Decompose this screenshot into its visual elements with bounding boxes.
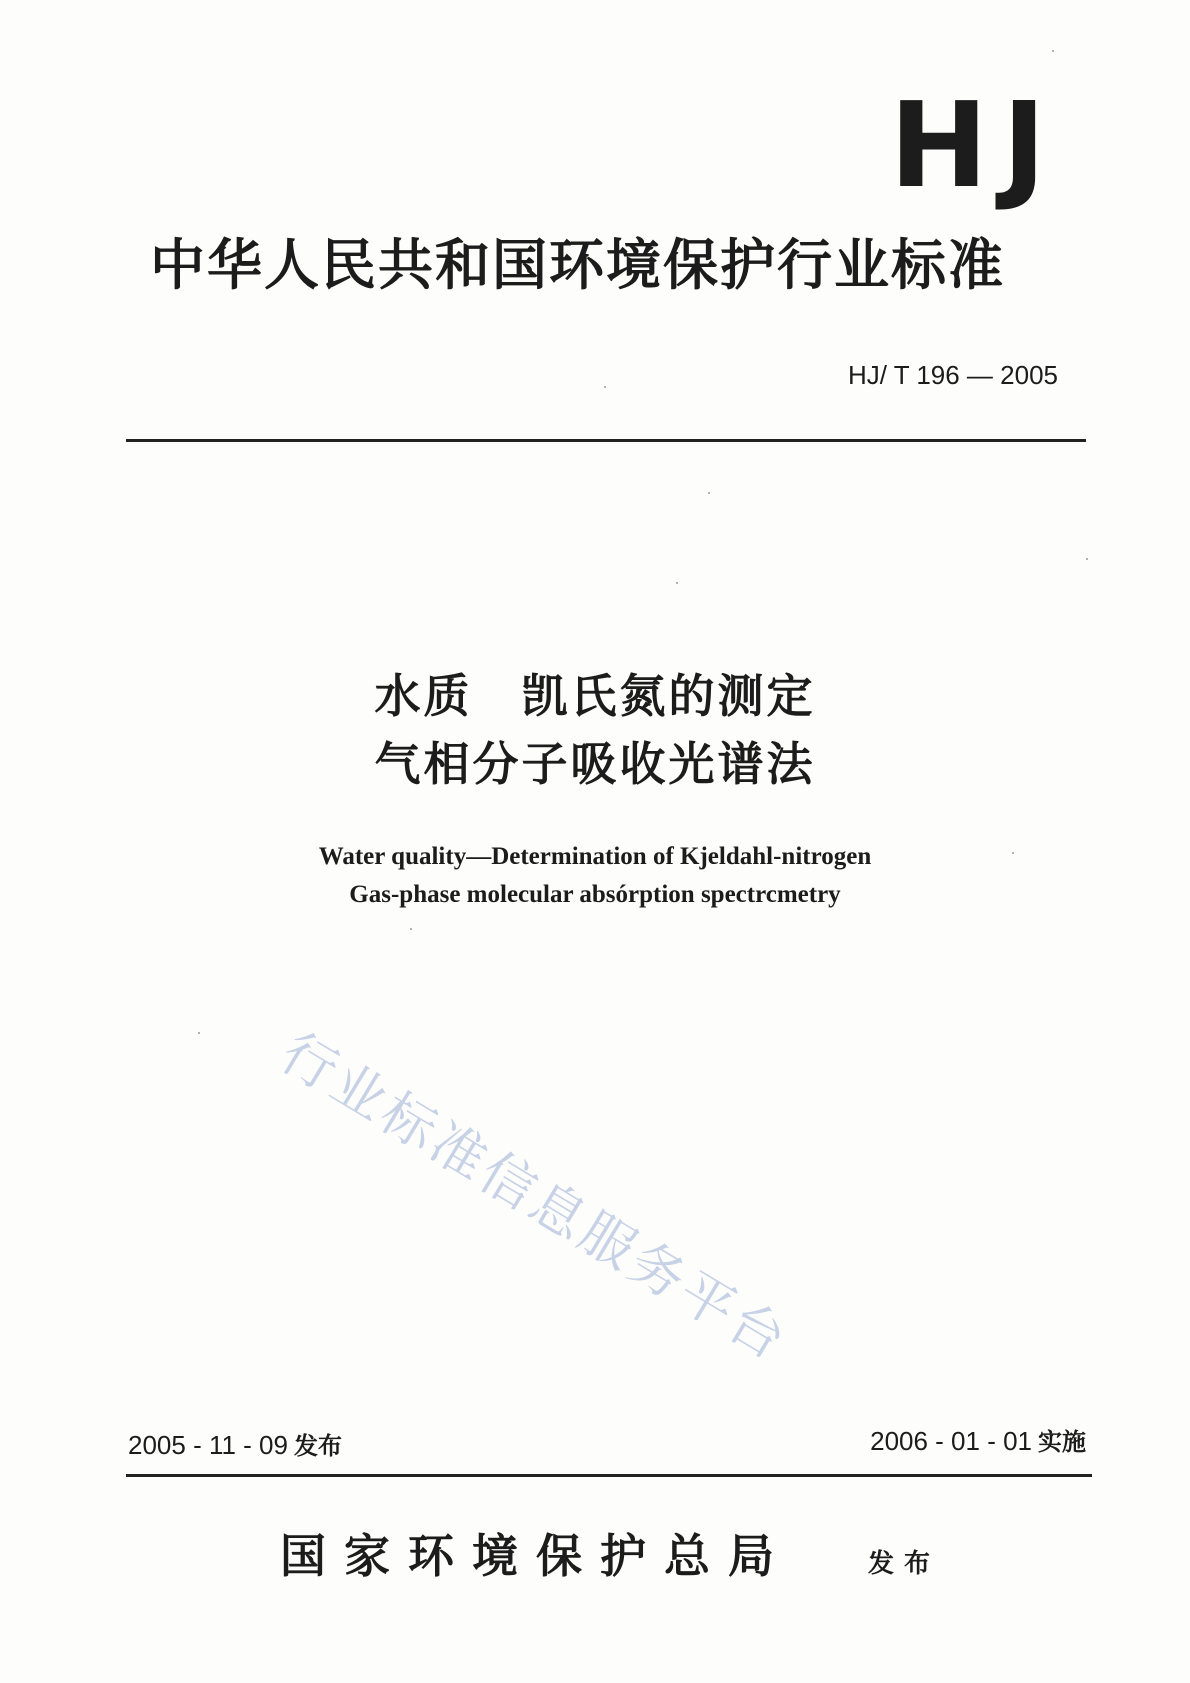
bottom-divider <box>126 1474 1092 1477</box>
implementation-date: 2006 - 01 - 01 <box>870 1426 1032 1456</box>
scan-speck <box>604 386 606 388</box>
publisher-suffix: 发布 <box>868 1549 941 1579</box>
top-divider <box>126 439 1086 442</box>
scan-speck <box>708 492 710 494</box>
chinese-title-line-2: 气相分子吸收光谱法 <box>374 737 816 791</box>
scan-speck <box>198 1032 200 1034</box>
scan-speck <box>1012 852 1014 854</box>
publisher-name: 国家环境保护总局 <box>280 1529 792 1583</box>
standard-number: HJ/ T 196 — 2005 <box>847 360 1058 390</box>
issue-label: 发布 <box>293 1432 342 1460</box>
scan-speck <box>1086 558 1088 560</box>
hj-logo: HJ <box>889 76 1060 214</box>
english-title-line-1: Water quality—Determination of Kjeldahl-nitrogen <box>318 843 872 870</box>
issue-date: 2005 - 11 - 09 <box>128 1430 288 1460</box>
english-title-line-2: Gas-phase molecular absórption spectrcmetry <box>349 881 841 908</box>
scan-speck <box>1052 50 1054 52</box>
implementation-label: 实施 <box>1038 1428 1086 1456</box>
chinese-title-line-1: 水质 凯氏氮的测定 <box>374 669 816 723</box>
scan-speck <box>676 582 678 584</box>
scan-speck <box>410 928 412 930</box>
issue-date-block <box>128 1432 342 1458</box>
implementation-date-block <box>870 1428 1086 1454</box>
watermark: 行业标准信息服务平台 <box>270 1020 800 1374</box>
organization-title: 中华人民共和国环境保护行业标准 <box>150 233 1006 297</box>
